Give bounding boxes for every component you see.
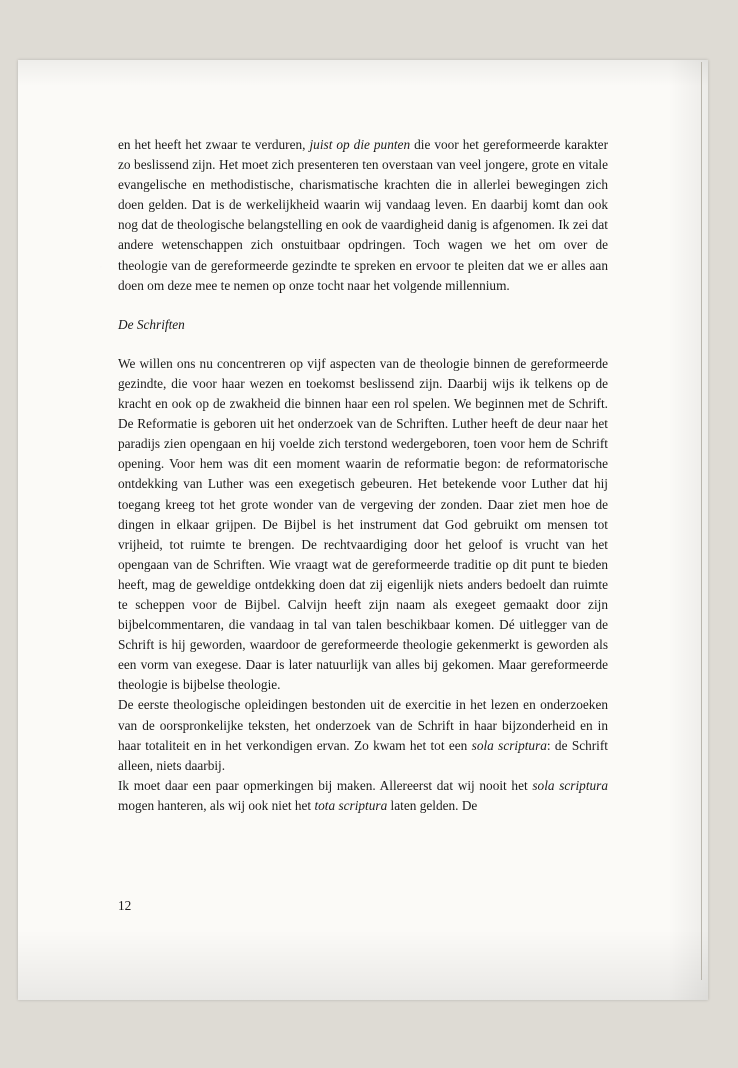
page-sheet [18,60,708,1000]
italic-run: sola scriptura [532,777,608,793]
page-edge-line [701,62,702,980]
text-run: mogen hanteren, als wij ook niet het [118,797,315,813]
text-run: laten gelden. De [387,797,478,813]
page-right-shading [668,60,708,1000]
italic-run: tota scriptura [314,797,388,813]
section-heading: De Schriften [118,316,185,332]
text-run: De eerste theologische opleidingen bestonden uit de exercitie in het lezen en onderzoeken van de oorspronkelijke teksten, het onderzoek van de Schrift in haar bijzonderheid en in haar totaliteit en in het verkondigen ervan. Zo kwam het tot een [118,697,608,753]
page-number: 12 [118,898,132,913]
body-text-column [118,135,608,816]
paragraph-4 [118,776,608,816]
paragraph-2 [118,354,608,696]
paragraph-3 [118,695,608,775]
page-bottom-shading [18,930,708,1000]
page-top-shading [18,60,708,86]
text-run: : de Schrift alleen, niets daarbij. [118,737,609,773]
italic-run: sola scriptura [471,737,547,753]
text-run: Ik moet daar een paar opmerkingen bij maken. Allereerst dat wij nooit het [118,777,533,793]
text-run: die voor het gereformeerde karakter zo beslissend zijn. Het moet zich presenteren ten overstaan van veel jongere, grote en vitale evangelische en methodistische, charismatische krachten die in allerlei bewegingen zich doen gelden. Dat is de werkelijkheid waarin wij vandaag leven. En daarbij komt dan ook nog dat de theologische belangstelling en ook de vaardigheid danig is afgenomen. Ik zei dat andere wetenschappen zich onstuitbaar opdringen. Toch wagen we het om over de theologie van de gereformeerde gezindte te spreken en ervoor te pleiten dat we er alles aan doen om deze mee te nemen op onze tocht naar het volgende millennium. [118,137,608,293]
paragraph-1 [118,135,608,296]
text-run: en het heeft het zwaar te verduren, [118,137,310,152]
text-run: We willen ons nu concentreren op vijf aspecten van de theologie binnen de gereformeerde gezindte, die voor haar wezen en toekomst beslissend zijn. Daarbij wijs ik telkens op de kracht en ook op de zwakheid die binnen haar een rol spelen. We beginnen met de Schrift. De Reformatie is geboren uit het onderzoek van de Schriften. Luther heeft de deur naar het paradijs zien opengaan en hij voelde zich terstond wedergeboren, toen voor hem de Schrift opening. Voor hem was dit een moment waarin de reformatie begon: de reformatorische ontdekking van Luther was een exegetisch gebeuren. Het betekende voor Luther dat hij toegang kreeg tot het grote wonder van de vergeving der zonden. Daar ziet men hoe de dingen in elkaar grijpen. De Bijbel is het instrument dat God gebruikt om mensen tot vrijheid, tot ruimte te brengen. De rechtvaardiging door het geloof is vrucht van het opengaan van de Schriften. Wie vraagt wat de gereformeerde traditie op dit punt te bieden heeft, mag de geweldige ontdekking doen dat zij eigenlijk niets anders bedoelt dan ruimte te scheppen voor de Bijbel. Calvijn heeft zijn naam als exegeet gemaakt door zijn bijbelcommentaren, die vandaag in tal van talen beschikbaar komen. Dé uitlegger van de Schrift is hij geworden, waardoor de gereformeerde theologie gekenmerkt is geworden als een vorm van exegese. Daar is later natuurlijk van alles bij gekomen. Maar gereformeerde theologie is bijbelse theologie. [118,355,608,693]
italic-run: juist op die punten [309,137,411,152]
